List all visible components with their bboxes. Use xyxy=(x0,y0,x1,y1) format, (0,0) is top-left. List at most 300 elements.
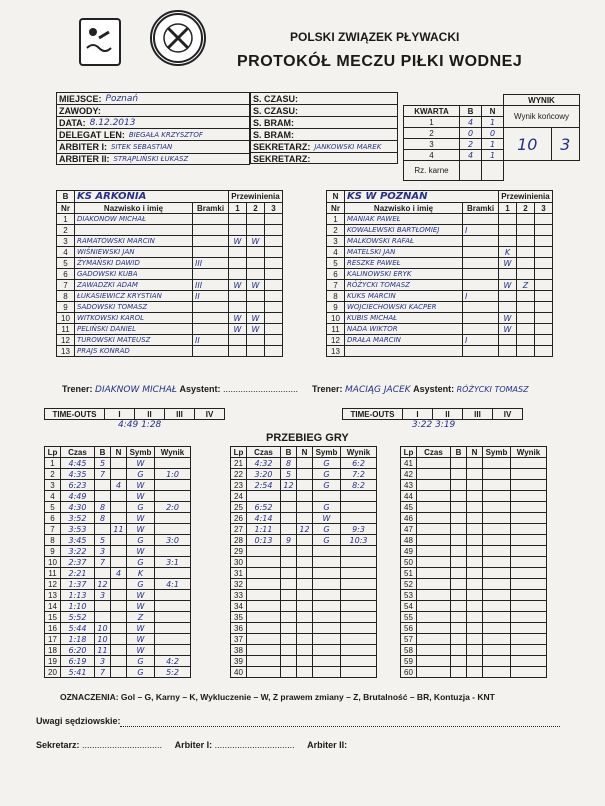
sekretarz-sign-label: Sekretarz: xyxy=(36,740,80,750)
player-number: 6 xyxy=(57,269,75,280)
player-number: 5 xyxy=(327,258,345,269)
quarter-number: 1 xyxy=(404,117,460,128)
log-empty-cell xyxy=(511,502,547,513)
log-header: Symb xyxy=(313,447,341,458)
player-foul xyxy=(499,214,517,225)
log-header: Wynik xyxy=(155,447,191,458)
log-w xyxy=(341,601,377,612)
log-empty-cell xyxy=(483,623,511,634)
team-n-timeout-values: 3:22 3:19 xyxy=(412,420,456,430)
player-foul xyxy=(535,236,553,247)
log-empty-cell xyxy=(483,612,511,623)
player-name: WOJCIECHOWSKI KACPER xyxy=(345,302,463,313)
log-s: G xyxy=(127,656,155,667)
player-foul: W xyxy=(499,313,517,324)
log-czas xyxy=(247,601,281,612)
log-czas: 3:45 xyxy=(61,535,95,546)
log-b xyxy=(95,524,111,535)
player-name: KALINOWSKI ERYK xyxy=(345,269,463,280)
log-row xyxy=(45,535,191,546)
player-number: 2 xyxy=(327,225,345,236)
log-empty-cell xyxy=(483,557,511,568)
player-foul xyxy=(247,214,265,225)
log-empty-cell xyxy=(511,568,547,579)
log-row xyxy=(45,634,191,645)
quarter-number: 2 xyxy=(404,128,460,139)
team-name: KS W POZNAŃ xyxy=(345,191,499,203)
log-empty-cell xyxy=(511,645,547,656)
log-empty-cell xyxy=(511,546,547,557)
log-b xyxy=(95,612,111,623)
player-number: 8 xyxy=(327,291,345,302)
log-n: 4 xyxy=(111,480,127,491)
score-table xyxy=(403,94,580,181)
player-foul xyxy=(265,346,283,357)
log-empty-cell xyxy=(417,656,451,667)
log-empty-cell xyxy=(511,579,547,590)
player-goals xyxy=(463,324,499,335)
player-name: RAMATOWSKI MARCIN xyxy=(75,236,193,247)
log-czas xyxy=(247,546,281,557)
log-lp: 8 xyxy=(45,535,61,546)
log-s: Z xyxy=(127,612,155,623)
log-header: Wynik xyxy=(511,447,547,458)
log-row xyxy=(45,513,191,524)
player-foul xyxy=(265,225,283,236)
log-w: 5:2 xyxy=(155,667,191,678)
log-empty-cell xyxy=(451,524,467,535)
log-lp: 20 xyxy=(45,667,61,678)
player-foul xyxy=(265,247,283,258)
log-n xyxy=(297,579,313,590)
log-w xyxy=(155,524,191,535)
log-lp: 5 xyxy=(45,502,61,513)
log-czas: 6:52 xyxy=(247,502,281,513)
log-lp: 42 xyxy=(401,469,417,480)
log-s: W xyxy=(313,513,341,524)
log-w xyxy=(155,480,191,491)
log-czas xyxy=(247,667,281,678)
log-empty-cell xyxy=(467,590,483,601)
game-log-col1 xyxy=(44,446,191,678)
log-s: G xyxy=(313,469,341,480)
log-w xyxy=(341,546,377,557)
log-w xyxy=(341,656,377,667)
delegat-value: BIEGAŁA KRZYSZTOF xyxy=(128,131,203,139)
przewinienia-header: Przewinienia xyxy=(499,191,553,203)
log-w xyxy=(341,612,377,623)
foul-col-header: 2 xyxy=(517,203,535,214)
log-czas: 1:11 xyxy=(247,524,281,535)
log-row xyxy=(231,524,377,535)
player-foul: W xyxy=(229,313,247,324)
timeout-i: I xyxy=(403,409,433,420)
log-s: W xyxy=(127,524,155,535)
log-s xyxy=(313,634,341,645)
log-b: 8 xyxy=(95,502,111,513)
log-lp: 34 xyxy=(231,601,247,612)
player-name: MALKOWSKI RAFAŁ xyxy=(345,236,463,247)
log-czas: 1:37 xyxy=(61,579,95,590)
penalties-label: Rz. karne xyxy=(404,161,460,181)
log-row xyxy=(45,502,191,513)
log-s: G xyxy=(313,524,341,535)
log-row xyxy=(401,645,547,656)
team-side-letter: B xyxy=(57,191,75,203)
player-goals xyxy=(463,269,499,280)
zawody-label: ZAWODY: xyxy=(59,106,101,116)
log-row xyxy=(231,513,377,524)
log-s xyxy=(313,656,341,667)
log-s: G xyxy=(127,667,155,678)
log-lp: 10 xyxy=(45,557,61,568)
log-czas: 6:20 xyxy=(61,645,95,656)
log-row xyxy=(231,667,377,678)
log-lp: 19 xyxy=(45,656,61,667)
player-foul: W xyxy=(247,313,265,324)
player-foul xyxy=(265,258,283,269)
log-row xyxy=(231,656,377,667)
log-w xyxy=(341,667,377,678)
log-b xyxy=(281,645,297,656)
log-empty-cell xyxy=(417,568,451,579)
log-w xyxy=(341,491,377,502)
log-n: 12 xyxy=(297,524,313,535)
log-empty-cell xyxy=(467,557,483,568)
log-empty-cell xyxy=(511,612,547,623)
log-header: Symb xyxy=(127,447,155,458)
log-w: 3:0 xyxy=(155,535,191,546)
log-empty-cell xyxy=(483,491,511,502)
log-row xyxy=(401,480,547,491)
player-foul xyxy=(247,225,265,236)
player-foul xyxy=(535,346,553,357)
player-goals xyxy=(463,247,499,258)
log-empty-cell xyxy=(483,535,511,546)
water-polo-logo xyxy=(79,18,121,66)
log-b: 5 xyxy=(95,458,111,469)
log-empty-cell xyxy=(451,502,467,513)
przebieg-title: PRZEBIEG GRY xyxy=(266,432,349,444)
player-name: MATELSKI JAN xyxy=(345,247,463,258)
player-goals xyxy=(193,313,229,324)
log-row xyxy=(45,601,191,612)
log-w xyxy=(155,458,191,469)
log-empty-cell xyxy=(483,667,511,678)
player-number: 5 xyxy=(57,258,75,269)
player-foul xyxy=(517,225,535,236)
log-header: Lp xyxy=(45,447,61,458)
player-foul xyxy=(229,225,247,236)
sekretarz-label: SEKRETARZ: xyxy=(253,154,311,164)
log-lp: 51 xyxy=(401,568,417,579)
log-header: Lp xyxy=(231,447,247,458)
log-czas xyxy=(247,579,281,590)
player-name: RÓŻYCKI TOMASZ xyxy=(345,280,463,291)
player-name: ZAWADZKI ADAM xyxy=(75,280,193,291)
player-goals: II xyxy=(193,291,229,302)
log-czas: 4:45 xyxy=(61,458,95,469)
log-empty-cell xyxy=(451,579,467,590)
player-row xyxy=(327,280,553,291)
quarter-b-score: 0 xyxy=(460,128,482,139)
player-number: 1 xyxy=(327,214,345,225)
log-empty-cell xyxy=(417,469,451,480)
player-foul xyxy=(517,214,535,225)
player-number: 11 xyxy=(57,324,75,335)
log-b: 12 xyxy=(281,480,297,491)
player-goals xyxy=(193,214,229,225)
log-w xyxy=(341,568,377,579)
player-number: 13 xyxy=(327,346,345,357)
bramki-header: Bramki xyxy=(193,203,229,214)
log-empty-cell xyxy=(451,590,467,601)
log-empty-cell xyxy=(483,458,511,469)
player-name: MANIAK PAWEŁ xyxy=(345,214,463,225)
log-row xyxy=(401,623,547,634)
player-name: KUKS MARCIN xyxy=(345,291,463,302)
sekretarz-value: JANKOWSKI MAREK xyxy=(314,143,382,151)
arbiter1-sign-label: Arbiter I: xyxy=(174,740,213,750)
log-n xyxy=(111,601,127,612)
log-w xyxy=(341,634,377,645)
log-b xyxy=(281,601,297,612)
log-czas: 4:30 xyxy=(61,502,95,513)
game-log-col3 xyxy=(400,446,547,678)
log-b xyxy=(281,623,297,634)
log-lp: 17 xyxy=(45,634,61,645)
log-b xyxy=(281,590,297,601)
player-foul xyxy=(517,324,535,335)
log-lp: 45 xyxy=(401,502,417,513)
log-n xyxy=(111,491,127,502)
log-empty-cell xyxy=(417,612,451,623)
log-empty-cell xyxy=(417,535,451,546)
log-empty-cell xyxy=(467,579,483,590)
log-w: 1:0 xyxy=(155,469,191,480)
player-name: DRAŁA MARCIN xyxy=(345,335,463,346)
log-lp: 47 xyxy=(401,524,417,535)
log-w xyxy=(341,513,377,524)
log-b xyxy=(281,634,297,645)
officials-box xyxy=(250,92,398,164)
log-b: 11 xyxy=(95,645,111,656)
player-name xyxy=(75,225,193,236)
player-row xyxy=(57,324,283,335)
log-czas: 2:21 xyxy=(61,568,95,579)
log-empty-cell xyxy=(417,623,451,634)
player-name: GADOWSKI KUBA xyxy=(75,269,193,280)
log-czas: 3:22 xyxy=(61,546,95,557)
log-row xyxy=(45,590,191,601)
player-number: 10 xyxy=(57,313,75,324)
log-row xyxy=(231,480,377,491)
log-s: G xyxy=(127,535,155,546)
team-b-timeouts xyxy=(44,408,225,430)
player-foul xyxy=(499,269,517,280)
foul-col-header: 3 xyxy=(265,203,283,214)
log-b xyxy=(281,546,297,557)
log-n xyxy=(111,634,127,645)
log-s: G xyxy=(127,469,155,480)
log-n xyxy=(111,612,127,623)
log-b xyxy=(281,502,297,513)
log-row xyxy=(231,579,377,590)
log-czas: 2:37 xyxy=(61,557,95,568)
log-lp: 54 xyxy=(401,601,417,612)
log-lp: 24 xyxy=(231,491,247,502)
log-czas xyxy=(247,656,281,667)
player-foul xyxy=(247,247,265,258)
log-s: G xyxy=(313,502,341,513)
log-row xyxy=(401,656,547,667)
log-lp: 18 xyxy=(45,645,61,656)
log-czas: 4:14 xyxy=(247,513,281,524)
player-row xyxy=(327,324,553,335)
log-n xyxy=(297,612,313,623)
log-n xyxy=(111,590,127,601)
log-w xyxy=(155,601,191,612)
log-row xyxy=(401,469,547,480)
log-b: 8 xyxy=(281,458,297,469)
log-n xyxy=(111,458,127,469)
log-n xyxy=(297,667,313,678)
log-b: 9 xyxy=(281,535,297,546)
player-foul xyxy=(535,335,553,346)
log-lp: 26 xyxy=(231,513,247,524)
log-empty-cell xyxy=(451,568,467,579)
timeouts-label: TIME-OUTS xyxy=(343,409,403,420)
log-s: G xyxy=(127,502,155,513)
log-n xyxy=(297,634,313,645)
nazwisko-header: Nazwisko i imię xyxy=(345,203,463,214)
log-czas: 2:54 xyxy=(247,480,281,491)
log-czas xyxy=(247,590,281,601)
log-empty-cell xyxy=(483,502,511,513)
player-row xyxy=(327,225,553,236)
quarter-n-score: 1 xyxy=(482,117,504,128)
player-number: 4 xyxy=(57,247,75,258)
player-foul xyxy=(535,324,553,335)
log-empty-cell xyxy=(417,458,451,469)
arbiter1-label: ARBITER I: xyxy=(59,142,107,152)
final-score-n: 3 xyxy=(551,128,579,161)
timeout-iv: IV xyxy=(195,409,225,420)
log-czas: 1:18 xyxy=(61,634,95,645)
log-n xyxy=(297,513,313,524)
nr-header: Nr xyxy=(57,203,75,214)
log-n xyxy=(297,557,313,568)
player-row xyxy=(57,280,283,291)
player-goals xyxy=(193,236,229,247)
timeout-iii: III xyxy=(463,409,493,420)
log-row xyxy=(401,612,547,623)
player-row xyxy=(57,313,283,324)
log-lp: 60 xyxy=(401,667,417,678)
quarter-number: 4 xyxy=(404,150,460,161)
player-row xyxy=(57,214,283,225)
player-foul xyxy=(265,236,283,247)
player-foul xyxy=(265,269,283,280)
log-empty-cell xyxy=(483,568,511,579)
player-foul xyxy=(517,302,535,313)
team-name: KS ARKONIA xyxy=(75,191,229,203)
log-empty-cell xyxy=(451,634,467,645)
player-foul xyxy=(535,302,553,313)
log-s xyxy=(313,667,341,678)
player-foul xyxy=(247,302,265,313)
log-n xyxy=(297,458,313,469)
player-row xyxy=(57,302,283,313)
log-czas: 3:52 xyxy=(61,513,95,524)
quarter-n-score: 1 xyxy=(482,150,504,161)
log-b: 3 xyxy=(95,546,111,557)
player-foul xyxy=(229,247,247,258)
log-lp: 14 xyxy=(45,601,61,612)
log-lp: 56 xyxy=(401,623,417,634)
signature-line: ................................ xyxy=(214,740,295,750)
log-row xyxy=(401,502,547,513)
team-n-roster xyxy=(326,190,553,357)
player-number: 7 xyxy=(327,280,345,291)
log-lp: 43 xyxy=(401,480,417,491)
log-b xyxy=(95,491,111,502)
log-empty-cell xyxy=(467,469,483,480)
player-name: SADOWSKI TOMASZ xyxy=(75,302,193,313)
player-number: 11 xyxy=(327,324,345,335)
player-goals: III xyxy=(193,280,229,291)
log-w: 3:1 xyxy=(155,557,191,568)
log-empty-cell xyxy=(451,513,467,524)
sekretarz-label: SEKRETARZ: xyxy=(253,142,311,152)
log-czas: 4:35 xyxy=(61,469,95,480)
player-row xyxy=(327,214,553,225)
log-w xyxy=(155,623,191,634)
player-foul xyxy=(517,247,535,258)
player-foul xyxy=(499,346,517,357)
log-b: 5 xyxy=(95,535,111,546)
log-row xyxy=(231,634,377,645)
log-s: G xyxy=(313,480,341,491)
player-foul xyxy=(229,291,247,302)
log-empty-cell xyxy=(467,513,483,524)
team-side-letter: N xyxy=(327,191,345,203)
log-row xyxy=(231,557,377,568)
log-empty-cell xyxy=(467,623,483,634)
log-empty-cell xyxy=(483,524,511,535)
s-bram-label: S. BRAM: xyxy=(253,118,294,128)
wynik-header: WYNIK xyxy=(504,95,580,106)
player-row xyxy=(327,258,553,269)
player-foul xyxy=(535,291,553,302)
log-row xyxy=(45,546,191,557)
s-czasu-label: S. CZASU: xyxy=(253,94,298,104)
log-empty-cell xyxy=(511,480,547,491)
log-header: B xyxy=(95,447,111,458)
arbiter2-sign-label: Arbiter II: xyxy=(307,740,348,750)
log-w xyxy=(155,546,191,557)
data-label: DATA: xyxy=(59,118,86,128)
signature-line: ................................ xyxy=(82,740,163,750)
log-s xyxy=(313,579,341,590)
bramki-header: Bramki xyxy=(463,203,499,214)
federation-name: POLSKI ZWIĄZEK PŁYWACKI xyxy=(290,30,460,44)
player-foul xyxy=(265,302,283,313)
log-empty-cell xyxy=(451,667,467,678)
b-header: B xyxy=(460,106,482,117)
player-goals xyxy=(193,346,229,357)
log-row xyxy=(231,458,377,469)
